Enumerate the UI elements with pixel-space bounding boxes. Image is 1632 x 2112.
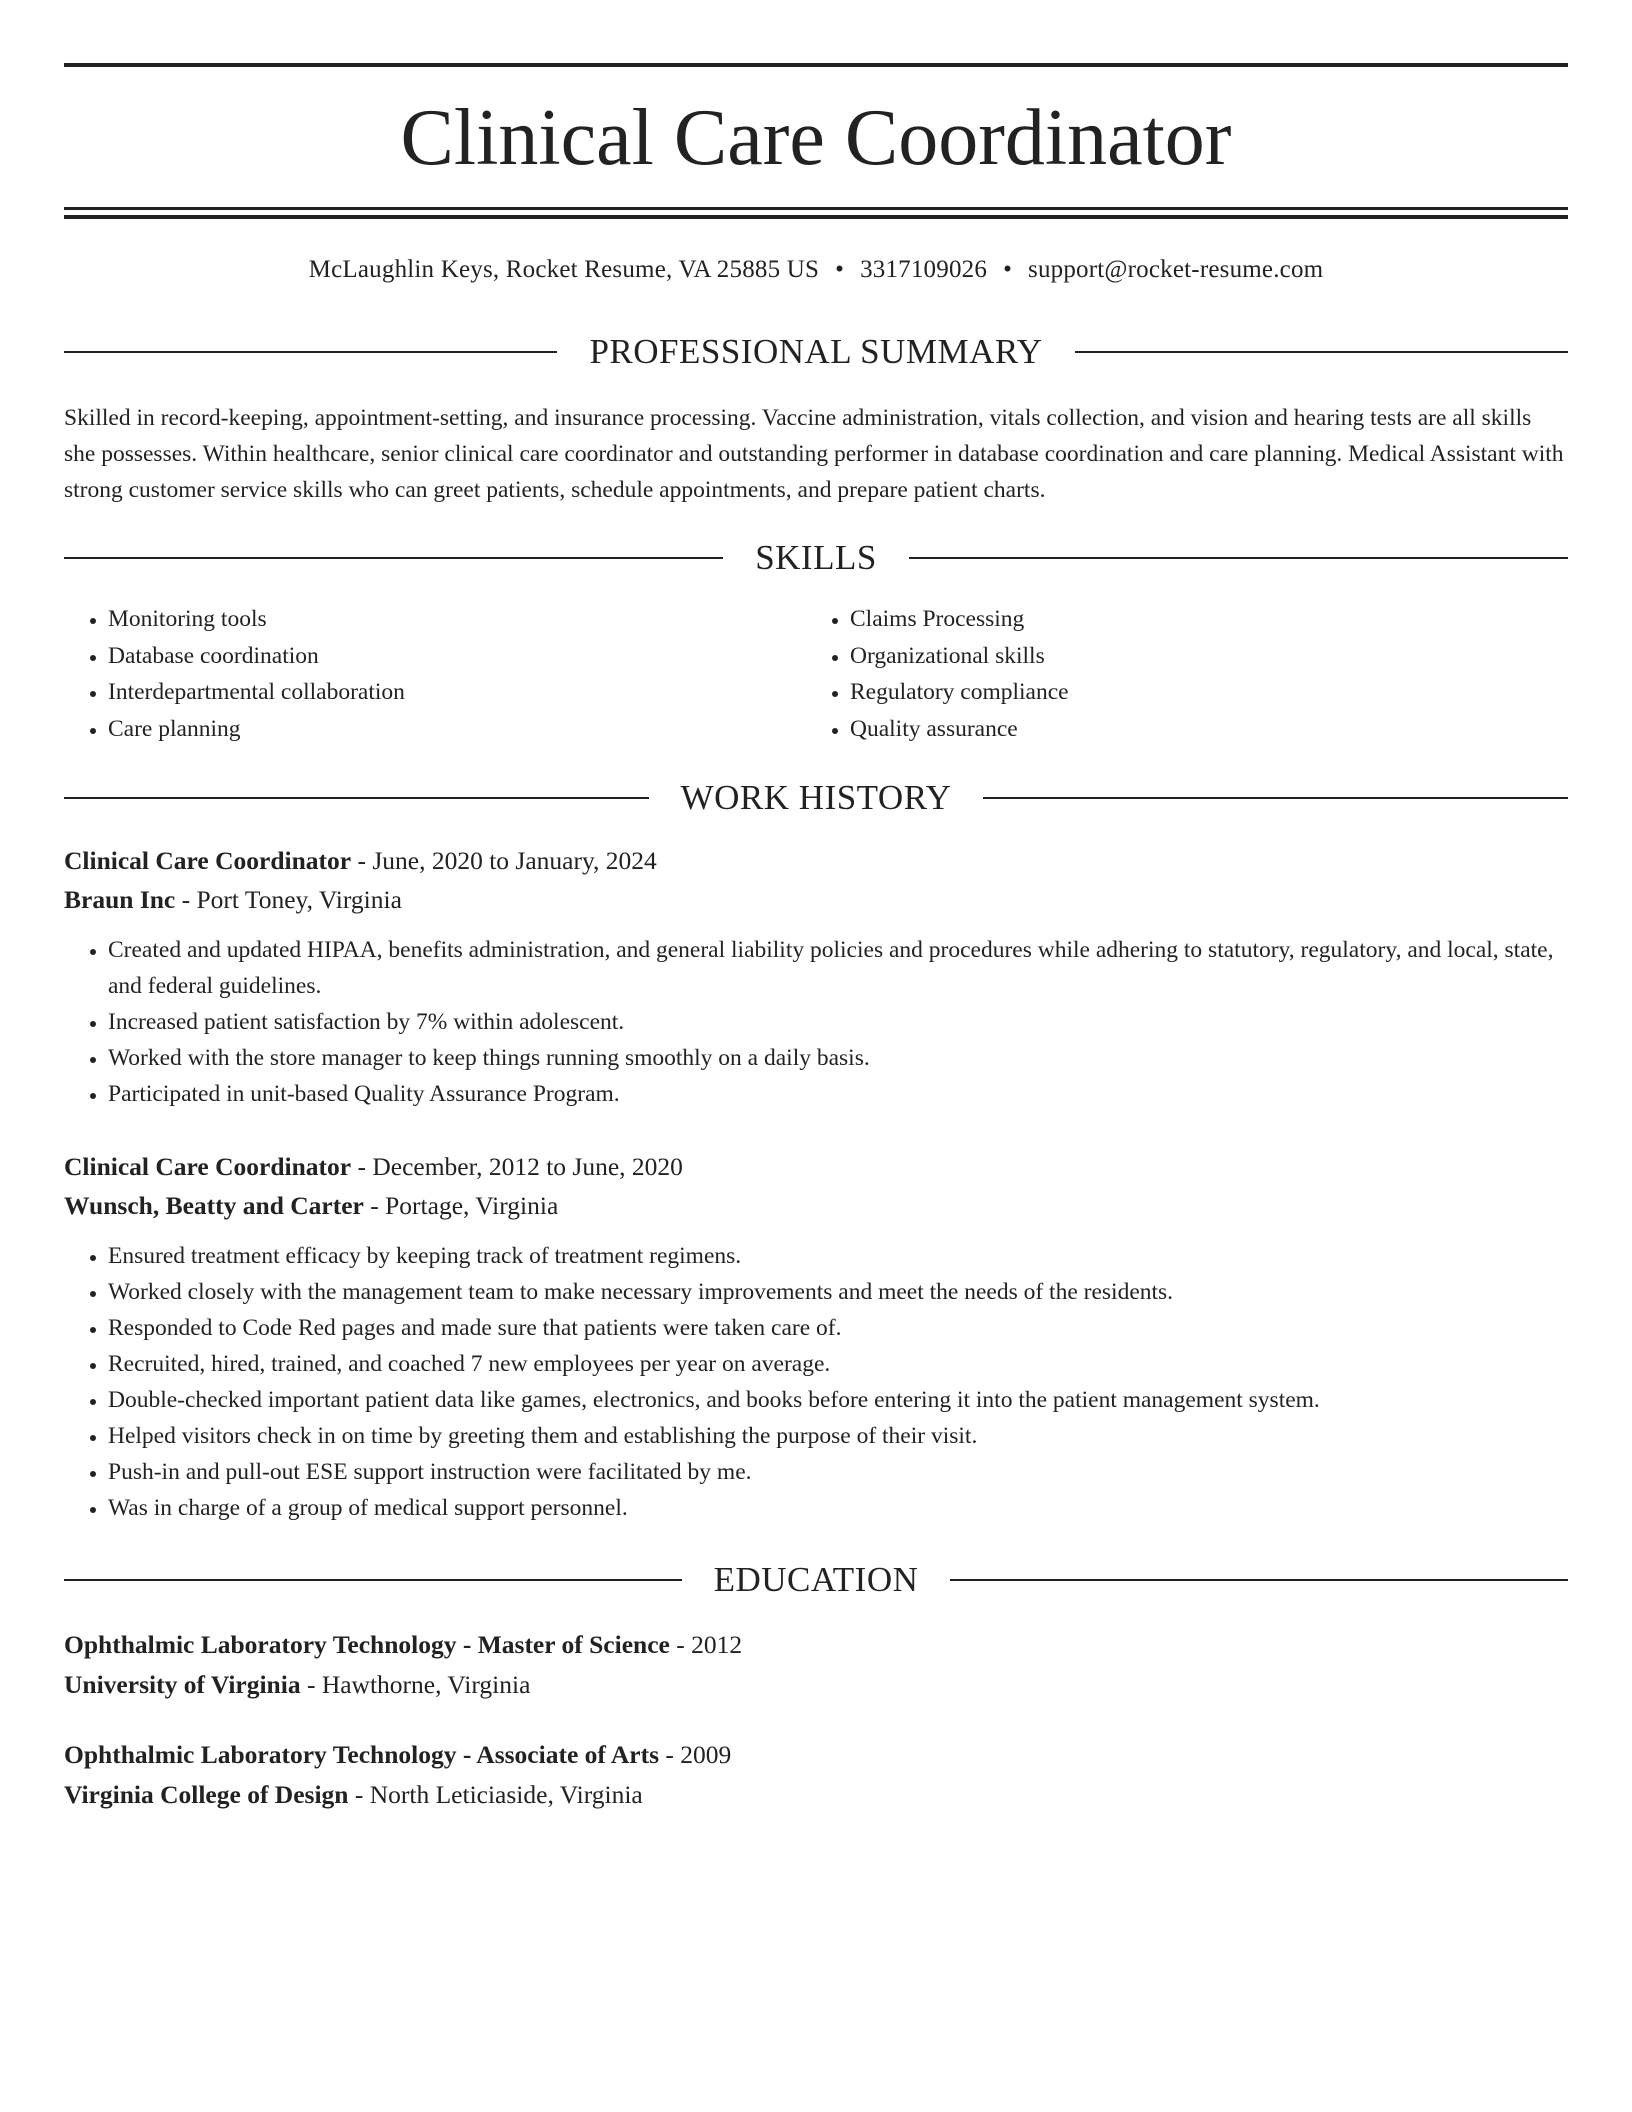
contact-separator: •	[835, 256, 845, 283]
job-bullets	[64, 1238, 1568, 1526]
education-title: EDUCATION	[713, 1560, 919, 1599]
education-degree: Ophthalmic Laboratory Technology - Associate of Arts	[64, 1740, 660, 1769]
skill-item: • Quality assurance	[850, 711, 1548, 748]
job-location: - Port Toney, Virginia	[175, 885, 402, 914]
education-location: - North Leticiaside, Virginia	[348, 1780, 643, 1809]
education-degree-line	[64, 1735, 1568, 1775]
contact-address: McLaughlin Keys, Rocket Resume, VA 25885 US	[308, 256, 820, 283]
heading-rule	[64, 1579, 682, 1581]
job-bullet: • Push-in and pull-out ESE support instruction were facilitated by me.	[108, 1454, 1568, 1490]
education-school-line	[64, 1775, 1568, 1815]
job-entry	[64, 841, 1568, 1112]
candidate-name: Clinical Care Coordinator	[400, 94, 1232, 182]
job-company: Wunsch, Beatty and Carter	[64, 1191, 364, 1220]
summary-text: Skilled in record-keeping, appointment-setting, and insurance processing. Vaccine administration, vitals collection, and vision and hearing tests are all skills she possesses. Within healthcare, senior clinical care coordinator and outstanding performer in database coordination and care planning. Medical Assistant with strong customer service skills who can greet patients, schedule appointments, and prepare patient charts.	[64, 405, 1564, 503]
skill-item: • Organizational skills	[850, 638, 1548, 675]
job-bullets	[64, 932, 1568, 1112]
education-year: - 2009	[659, 1740, 732, 1769]
education-degree: Ophthalmic Laboratory Technology - Master of Science	[64, 1630, 670, 1659]
education-heading	[64, 1560, 1568, 1600]
job-bullet: • Responded to Code Red pages and made sure that patients were taken care of.	[108, 1310, 1568, 1346]
job-bullet: • Participated in unit-based Quality Assurance Program.	[108, 1076, 1568, 1112]
job-bullet: • Worked closely with the management team to make necessary improvements and meet the needs of the residents.	[108, 1274, 1568, 1310]
contact-line	[64, 254, 1568, 286]
education-entry	[64, 1625, 1568, 1705]
education-year: - 2012	[669, 1630, 743, 1659]
job-bullet: • Was in charge of a group of medical support personnel.	[108, 1490, 1568, 1526]
education-location: - Hawthorne, Virginia	[300, 1670, 531, 1699]
job-bullet: • Double-checked important patient data like games, electronics, and books before entering it into the patient management system.	[108, 1382, 1568, 1418]
skills-title: SKILLS	[755, 538, 877, 577]
contact-email: support@rocket-resume.com	[1028, 256, 1324, 283]
skill-item: • Regulatory compliance	[850, 674, 1548, 711]
job-company: Braun Inc	[64, 885, 176, 914]
education-school-line	[64, 1665, 1568, 1705]
job-role: Clinical Care Coordinator	[64, 1152, 352, 1181]
education-school: Virginia College of Design	[64, 1780, 349, 1809]
job-bullet: • Created and updated HIPAA, benefits administration, and general liability policies and procedures while adhering to statutory, regulatory, and local, state, and federal guidelines.	[108, 932, 1568, 1004]
skill-item: • Care planning	[108, 711, 806, 748]
heading-rule	[950, 1579, 1568, 1581]
job-bullet: • Helped visitors check in on time by greeting them and establishing the purpose of their visit.	[108, 1418, 1568, 1454]
education-school: University of Virginia	[64, 1670, 301, 1699]
contact-phone: 3317109026	[860, 256, 988, 283]
job-role: Clinical Care Coordinator	[64, 846, 352, 875]
heading-rule	[909, 557, 1568, 559]
job-title-line	[64, 1147, 1568, 1186]
education-entry	[64, 1735, 1568, 1815]
heading-rule	[1075, 351, 1568, 353]
work-heading	[64, 778, 1568, 818]
job-location: - Portage, Virginia	[363, 1191, 559, 1220]
work-title: WORK HISTORY	[680, 778, 952, 817]
header-double-rule	[64, 207, 1568, 219]
job-bullet: • Ensured treatment efficacy by keeping track of treatment regimens.	[108, 1238, 1568, 1274]
job-title-line	[64, 841, 1568, 880]
heading-rule	[983, 797, 1568, 799]
skills-heading	[64, 538, 1568, 578]
job-company-line	[64, 1186, 1568, 1225]
job-bullet: • Recruited, hired, trained, and coached 7 new employees per year on average.	[108, 1346, 1568, 1382]
job-entry	[64, 1147, 1568, 1526]
skills-column-right	[806, 601, 1548, 747]
summary-title: PROFESSIONAL SUMMARY	[589, 332, 1043, 371]
education-degree-line	[64, 1625, 1568, 1665]
skill-item: • Interdepartmental collaboration	[108, 674, 806, 711]
top-rule	[64, 63, 1568, 67]
job-bullet: • Worked with the store manager to keep things running smoothly on a daily basis.	[108, 1040, 1568, 1076]
heading-rule	[64, 351, 557, 353]
job-bullet: • Increased patient satisfaction by 7% within adolescent.	[108, 1004, 1568, 1040]
summary-heading	[64, 332, 1568, 372]
skills-list	[64, 601, 1568, 747]
skill-item: • Database coordination	[108, 638, 806, 675]
skill-item: • Claims Processing	[850, 601, 1548, 638]
heading-rule	[64, 557, 723, 559]
skills-column-left	[64, 601, 806, 747]
contact-separator: •	[1003, 256, 1013, 283]
job-dates: - June, 2020 to January, 2024	[351, 846, 657, 875]
job-company-line	[64, 880, 1568, 919]
skill-item: • Monitoring tools	[108, 601, 806, 638]
heading-rule	[64, 797, 649, 799]
job-dates: - December, 2012 to June, 2020	[351, 1152, 683, 1181]
